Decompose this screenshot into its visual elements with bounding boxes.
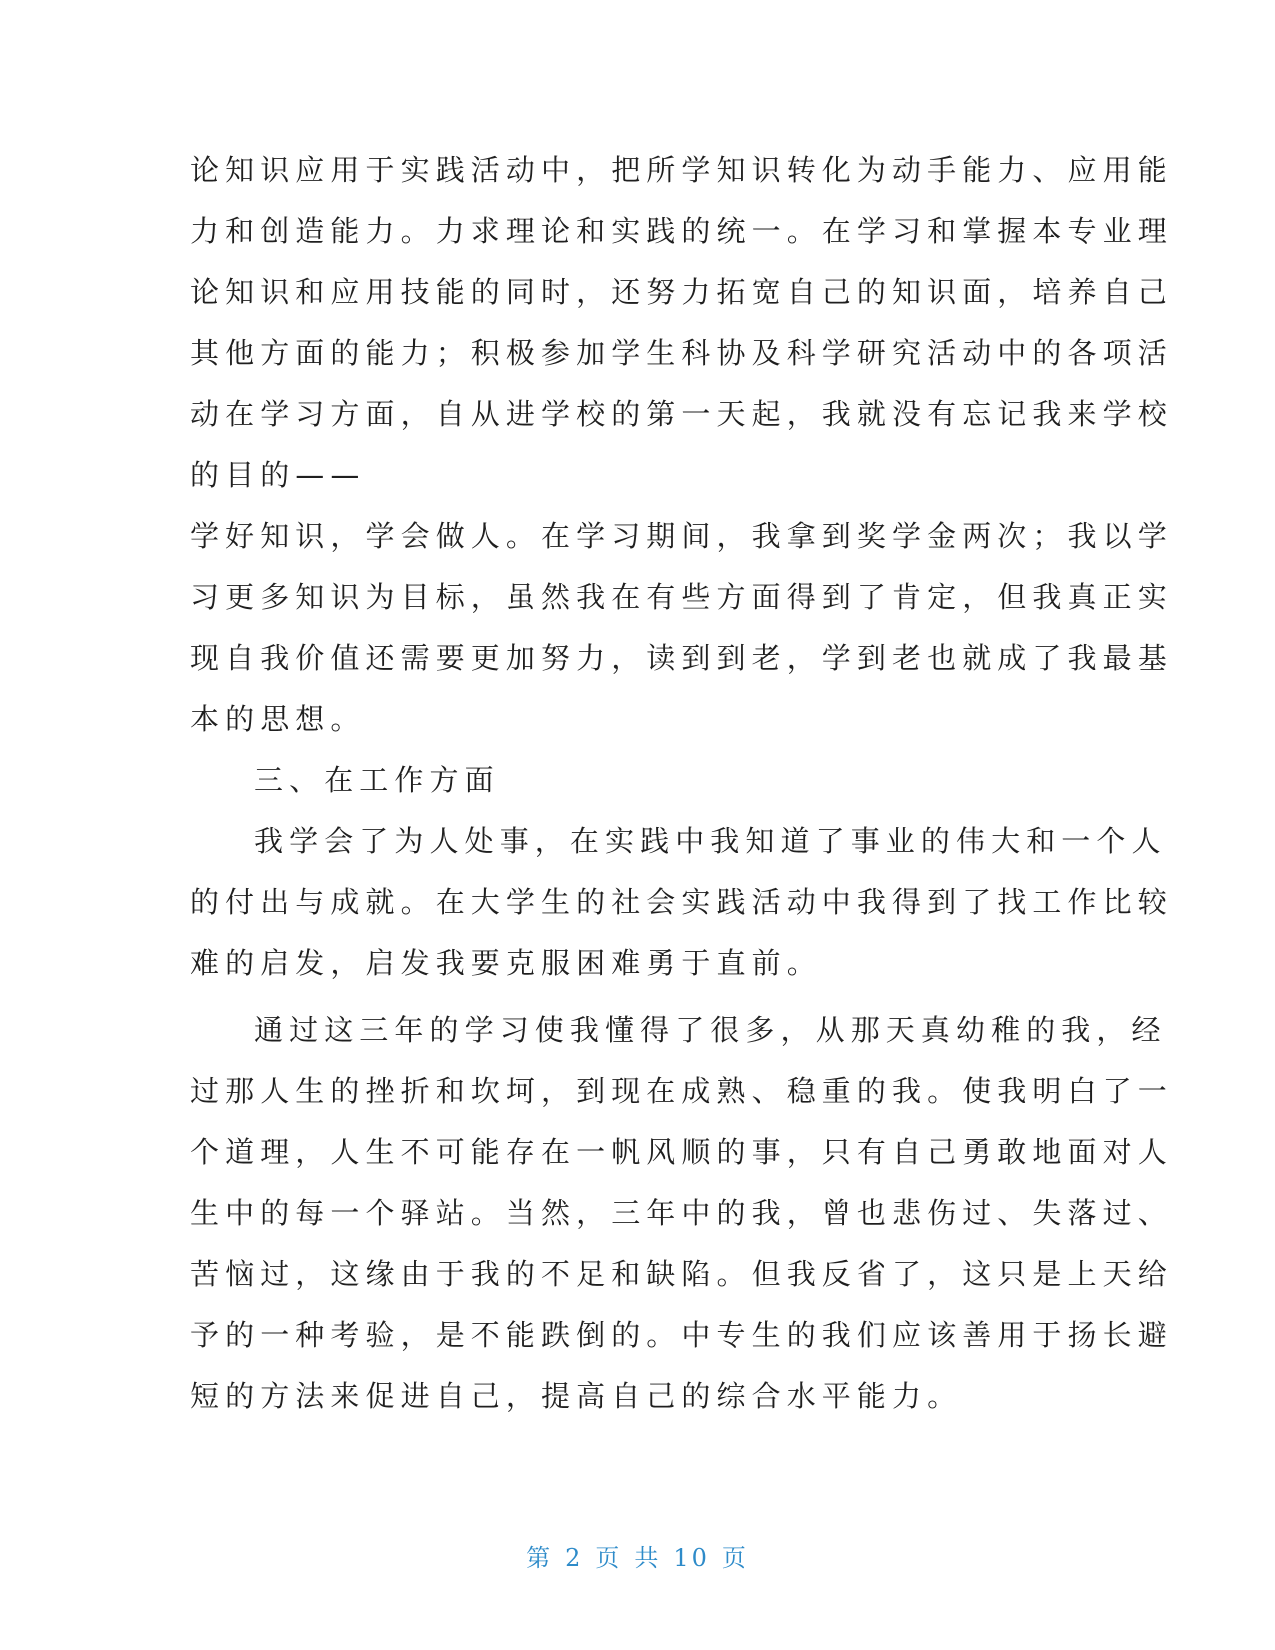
text-line: 难的启发，启发我要克服困难勇于直前。 (190, 946, 822, 980)
text-line: 学好知识，学会做人。在学习期间，我拿到奖学金两次；我以学 (190, 519, 1173, 553)
text-line: 习更多知识为目标，虽然我在有些方面得到了肯定，但我真正实 (190, 580, 1173, 614)
text-line: 论知识应用于实践活动中，把所学知识转化为动手能力、应用能 (190, 153, 1173, 187)
text-line: 苦恼过，这缘由于我的不足和缺陷。但我反省了，这只是上天给 (190, 1257, 1173, 1291)
text-line: 现自我价值还需要更加努力，读到到老，学到老也就成了我最基 (190, 641, 1173, 675)
text-line: 力和创造能力。力求理论和实践的统一。在学习和掌握本专业理 (190, 214, 1173, 248)
footer-prefix: 第 (526, 1544, 554, 1572)
text-line: 个道理，人生不可能存在一帆风顺的事，只有自己勇敢地面对人 (190, 1135, 1173, 1169)
current-page-number: 2 (565, 1544, 584, 1572)
text-line: 本的思想。 (190, 702, 366, 736)
text-line: 的目的—— (190, 458, 366, 492)
footer-total-word: 共 (634, 1544, 662, 1572)
footer-page-word: 页 (595, 1544, 623, 1572)
text-line: 我学会了为人处事，在实践中我知道了事业的伟大和一个人 (254, 824, 1167, 858)
text-line: 短的方法来促进自己，提高自己的综合水平能力。 (190, 1379, 963, 1413)
page-number-footer (0, 1538, 1275, 1573)
text-line: 动在学习方面，自从进学校的第一天起，我就没有忘记我来学校 (190, 397, 1173, 431)
text-line: 论知识和应用技能的同时，还努力拓宽自己的知识面，培养自己 (190, 275, 1173, 309)
footer-suffix: 页 (721, 1544, 749, 1572)
text-line: 生中的每一个驿站。当然，三年中的我，曾也悲伤过、失落过、 (190, 1196, 1173, 1230)
text-line: 过那人生的挫折和坎坷，到现在成熟、稳重的我。使我明白了一 (190, 1074, 1173, 1108)
text-line: 其他方面的能力；积极参加学生科协及科学研究活动中的各项活 (190, 336, 1173, 370)
text-line: 通过这三年的学习使我懂得了很多，从那天真幼稚的我，经 (254, 1013, 1167, 1047)
text-line: 的付出与成就。在大学生的社会实践活动中我得到了找工作比较 (190, 885, 1173, 919)
body-text (190, 140, 1173, 1427)
total-page-count: 10 (673, 1544, 710, 1572)
text-line: 予的一种考验，是不能跌倒的。中专生的我们应该善用于扬长避 (190, 1318, 1173, 1352)
section-heading: 三、在工作方面 (254, 763, 500, 797)
